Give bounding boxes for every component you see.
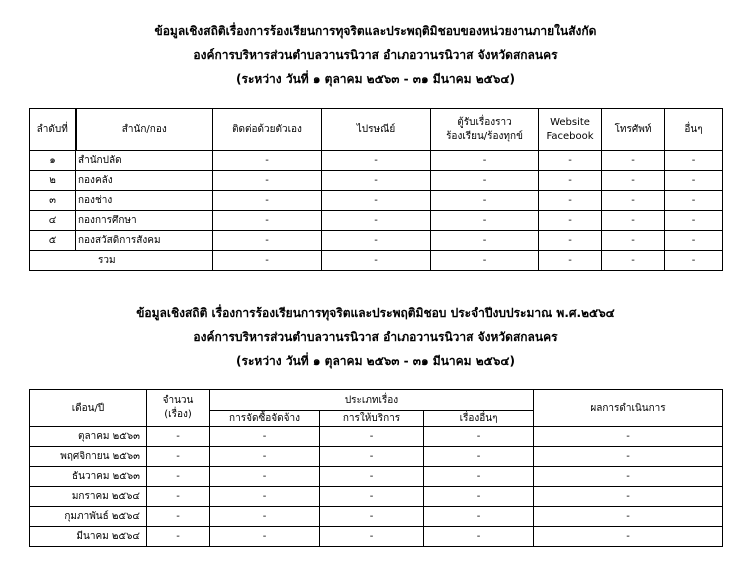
- cell-office: กองช่าง: [76, 191, 213, 211]
- cell-value: -: [665, 191, 723, 211]
- cell-value: -: [431, 171, 539, 191]
- cell-count: -: [147, 507, 210, 527]
- cell-seq: ๕: [30, 231, 76, 251]
- header-website-line2: Facebook: [546, 130, 594, 142]
- cell-value: -: [322, 231, 431, 251]
- table-row: [30, 211, 723, 231]
- section2-title-line1: ข้อมูลเชิงสถิติ เรื่องการร้องเรียนการทุจริตและประพฤติมิชอบ ประจำปีงบประมาณ พ.ศ.๒๕๖๔: [136, 306, 615, 320]
- header-phone: โทรศัพท์: [602, 109, 665, 151]
- cell-month: มีนาคม ๒๕๖๔: [30, 527, 147, 547]
- cell-office: สำนักปลัด: [76, 151, 213, 171]
- total-value: -: [665, 251, 723, 271]
- header-count-line1: จำนวน: [162, 395, 194, 406]
- cell-value: -: [322, 191, 431, 211]
- cell-month: ตุลาคม ๒๕๖๓: [30, 427, 147, 447]
- cell-service: -: [320, 427, 424, 447]
- cell-count: -: [147, 447, 210, 467]
- cell-value: -: [431, 151, 539, 171]
- cell-count: -: [147, 467, 210, 487]
- cell-month: มกราคม ๒๕๖๔: [30, 487, 147, 507]
- cell-value: -: [539, 151, 602, 171]
- header-post: ไปรษณีย์: [322, 109, 431, 151]
- cell-result: -: [534, 467, 723, 487]
- header-website-line1: Website: [550, 116, 590, 128]
- section1-title-line1: ข้อมูลเชิงสถิติเรื่องการร้องเรียนการทุจริตและประพฤติมิชอบของหน่วยงานภายในสังกัด: [154, 24, 597, 38]
- cell-value: -: [539, 171, 602, 191]
- cell-value: -: [665, 211, 723, 231]
- table-header-row: [30, 109, 723, 151]
- total-row: [30, 251, 723, 271]
- cell-other: -: [424, 447, 534, 467]
- header-in-person: ติดต่อด้วยตัวเอง: [213, 109, 322, 151]
- cell-other: -: [424, 507, 534, 527]
- header-service: การให้บริการ: [320, 411, 424, 427]
- cell-value: -: [322, 171, 431, 191]
- cell-seq: ๑: [30, 151, 76, 171]
- cell-procurement: -: [210, 487, 320, 507]
- cell-seq: ๔: [30, 211, 76, 231]
- header-type: ประเภทเรื่อง: [210, 390, 534, 411]
- header-complaint-box-line2: ร้องเรียน/ร้องทุกข์: [446, 130, 523, 142]
- cell-result: -: [534, 527, 723, 547]
- table-row: [30, 527, 723, 547]
- total-value: -: [539, 251, 602, 271]
- total-value: -: [431, 251, 539, 271]
- header-other-matters: เรื่องอื่นๆ: [424, 411, 534, 427]
- cell-count: -: [147, 527, 210, 547]
- cell-procurement: -: [210, 447, 320, 467]
- header-procurement: การจัดซื้อจัดจ้าง: [210, 411, 320, 427]
- complaints-by-month-table: [29, 389, 723, 547]
- header-month: เดือน/ปี: [30, 390, 147, 427]
- table-header-row: [30, 390, 723, 411]
- header-count-line2: (เรื่อง): [164, 409, 192, 420]
- header-other: อื่นๆ: [665, 109, 723, 151]
- cell-result: -: [534, 487, 723, 507]
- cell-office: กองคลัง: [76, 171, 213, 191]
- section1-title-line3: (ระหว่าง วันที่ ๑ ตุลาคม ๒๕๖๓ - ๓๑ มีนาคม ๒๕๖๔): [236, 72, 515, 86]
- total-label: รวม: [30, 251, 213, 271]
- cell-value: -: [665, 231, 723, 251]
- cell-count: -: [147, 427, 210, 447]
- cell-result: -: [534, 507, 723, 527]
- cell-month: พฤศจิกายน ๒๕๖๓: [30, 447, 147, 467]
- header-result: ผลการดำเนินการ: [534, 390, 723, 427]
- section2-title-line3: (ระหว่าง วันที่ ๑ ตุลาคม ๒๕๖๓ - ๓๑ มีนาคม ๒๕๖๔): [236, 354, 515, 368]
- header-website: [539, 109, 602, 151]
- cell-value: -: [213, 231, 322, 251]
- cell-value: -: [431, 191, 539, 211]
- cell-value: -: [665, 151, 723, 171]
- table-row: [30, 507, 723, 527]
- total-value: -: [322, 251, 431, 271]
- total-value: -: [602, 251, 665, 271]
- cell-seq: ๓: [30, 191, 76, 211]
- table-row: [30, 467, 723, 487]
- cell-value: -: [213, 191, 322, 211]
- cell-value: -: [213, 171, 322, 191]
- cell-service: -: [320, 447, 424, 467]
- table-row: [30, 487, 723, 507]
- cell-procurement: -: [210, 467, 320, 487]
- cell-value: -: [431, 211, 539, 231]
- header-seq: ลำดับที่: [30, 109, 76, 151]
- header-complaint-box-line1: ตู้รับเรื่องราว: [457, 116, 512, 128]
- cell-value: -: [539, 231, 602, 251]
- section2-title-line2: องค์การบริหารส่วนตำบลวานรนิวาส อำเภอวานรนิวาส จังหวัดสกลนคร: [193, 330, 558, 344]
- cell-result: -: [534, 447, 723, 467]
- complaints-by-office-table: [29, 108, 723, 271]
- cell-other: -: [424, 527, 534, 547]
- header-count: [147, 390, 210, 427]
- cell-office: กองการศึกษา: [76, 211, 213, 231]
- header-complaint-box: [431, 109, 539, 151]
- cell-office: กองสวัสดิการสังคม: [76, 231, 213, 251]
- cell-other: -: [424, 427, 534, 447]
- table-row: [30, 427, 723, 447]
- cell-procurement: -: [210, 527, 320, 547]
- cell-value: -: [602, 211, 665, 231]
- cell-value: -: [213, 211, 322, 231]
- cell-value: -: [213, 151, 322, 171]
- cell-count: -: [147, 487, 210, 507]
- cell-value: -: [602, 191, 665, 211]
- cell-month: กุมภาพันธ์ ๒๕๖๔: [30, 507, 147, 527]
- cell-value: -: [602, 151, 665, 171]
- cell-service: -: [320, 467, 424, 487]
- cell-value: -: [602, 171, 665, 191]
- cell-value: -: [602, 231, 665, 251]
- cell-result: -: [534, 427, 723, 447]
- cell-service: -: [320, 527, 424, 547]
- cell-value: -: [539, 211, 602, 231]
- cell-seq: ๒: [30, 171, 76, 191]
- cell-other: -: [424, 487, 534, 507]
- table-row: [30, 447, 723, 467]
- cell-procurement: -: [210, 507, 320, 527]
- total-value: -: [213, 251, 322, 271]
- section1-title-line2: องค์การบริหารส่วนตำบลวานรนิวาส อำเภอวานรนิวาส จังหวัดสกลนคร: [193, 48, 558, 62]
- cell-value: -: [322, 151, 431, 171]
- table-row: [30, 231, 723, 251]
- cell-other: -: [424, 467, 534, 487]
- header-office: สำนัก/กอง: [76, 109, 213, 151]
- cell-service: -: [320, 507, 424, 527]
- table-row: [30, 191, 723, 211]
- cell-value: -: [431, 231, 539, 251]
- cell-service: -: [320, 487, 424, 507]
- cell-procurement: -: [210, 427, 320, 447]
- cell-value: -: [665, 171, 723, 191]
- cell-month: ธันวาคม ๒๕๖๓: [30, 467, 147, 487]
- table-row: [30, 171, 723, 191]
- cell-value: -: [322, 211, 431, 231]
- cell-value: -: [539, 191, 602, 211]
- table-row: [30, 151, 723, 171]
